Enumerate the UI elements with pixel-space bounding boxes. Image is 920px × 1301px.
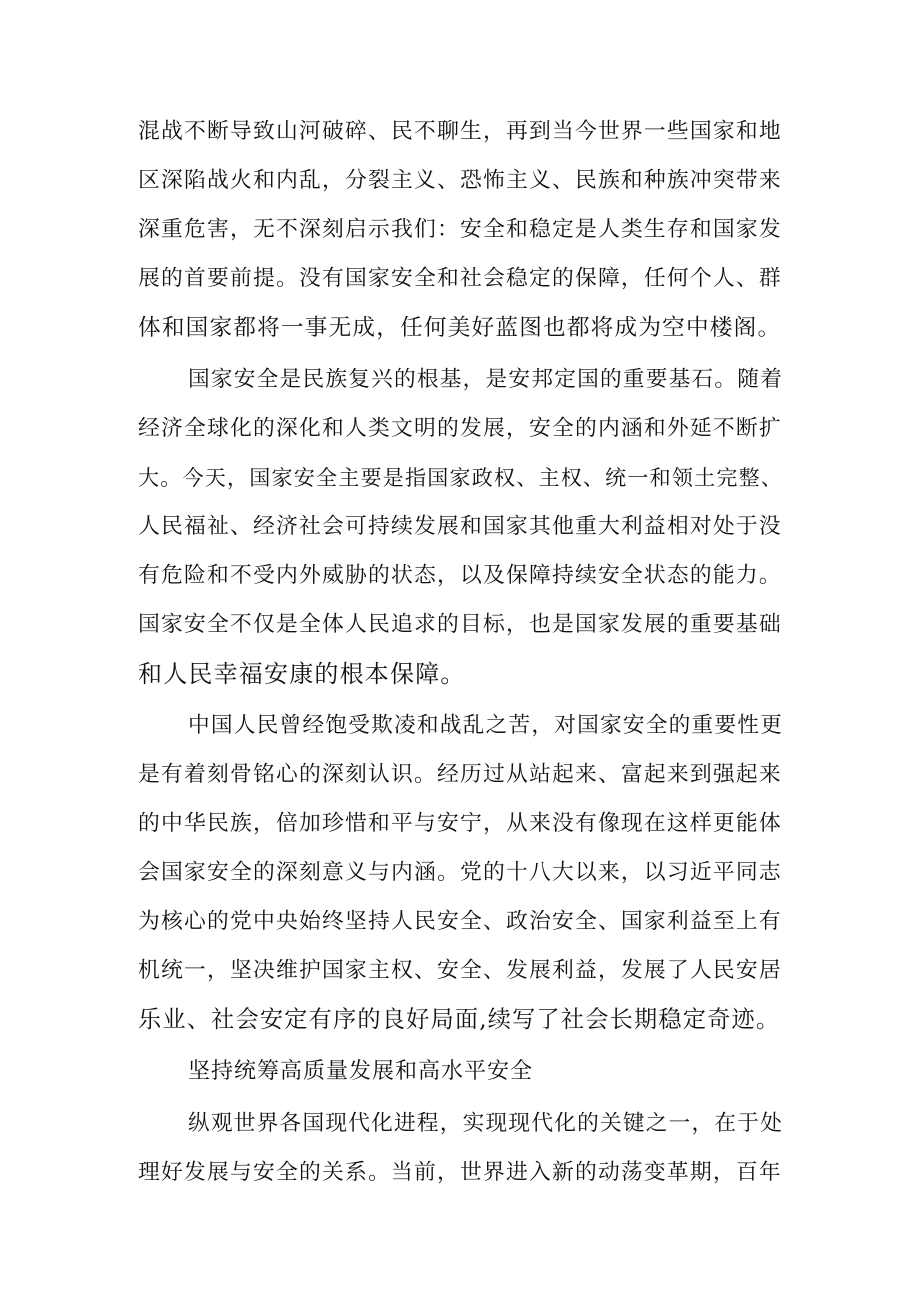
text-line: 乐业、社会安定有序的良好局面,续写了社会长期稳定奇迹。 [138,1006,781,1033]
text-line: 经济全球化的深化和人类文明的发展，安全的内涵和外延不断扩 [138,416,782,441]
text-line: 理好发展与安全的关系。当前，世界进入新的动荡变革期，百年 [138,1160,782,1185]
text-line: 大。今天，国家安全主要是指国家政权、主权、统一和领土完整、 [138,465,784,490]
text-line: 会国家安全的深刻意义与内涵。党的十八大以来，以习近平同志 [138,860,782,885]
text-line: 展的首要前提。没有国家安全和社会稳定的保障，任何个人、群 [138,266,782,291]
text-line: 纵观世界各国现代化进程，实现现代化的关键之一，在于处 [188,1111,784,1136]
text-line: 和人民幸福安康的根本保障。 [138,660,466,688]
text-line: 机统一，坚决维护国家主权、安全、发展利益，发展了人民安居 [138,958,782,983]
text-line: 区深陷战火和内乱，分裂主义、恐怖主义、民族和种族冲突带来 [138,168,782,193]
text-line: 的中华民族，倍加珍惜和平与安宁，从来没有像现在这样更能体 [138,811,782,836]
text-line: 国家安全不仅是全体人民追求的目标，也是国家发展的重要基础 [138,612,782,637]
text-line: 为核心的党中央始终坚持人民安全、政治安全、国家利益至上有 [138,909,782,934]
text-line: 有危险和不受内外威胁的状态，以及保障持续安全状态的能力。 [138,563,782,588]
section-heading-text: 坚持统筹高质量发展和高水平安全 [188,1059,534,1084]
text-line: 混战不断导致山河破碎、民不聊生，再到当今世界一些国家和地 [138,119,782,144]
text-line: 深重危害，无不深刻启示我们：安全和稳定是人类生存和国家发 [138,217,782,242]
text-line: 国家安全是民族复兴的根基，是安邦定国的重要基石。随着 [188,367,784,392]
text-line: 体和国家都将一事无成，任何美好蓝图也都将成为空中楼阁。 [138,315,782,341]
text-line: 是有着刻骨铭心的深刻认识。经历过从站起来、富起来到强起来 [138,762,782,787]
text-line: 中国人民曾经饱受欺凌和战乱之苦，对国家安全的重要性更 [188,713,784,738]
text-line: 人民福祉、经济社会可持续发展和国家其他重大利益相对处于没 [138,514,782,539]
